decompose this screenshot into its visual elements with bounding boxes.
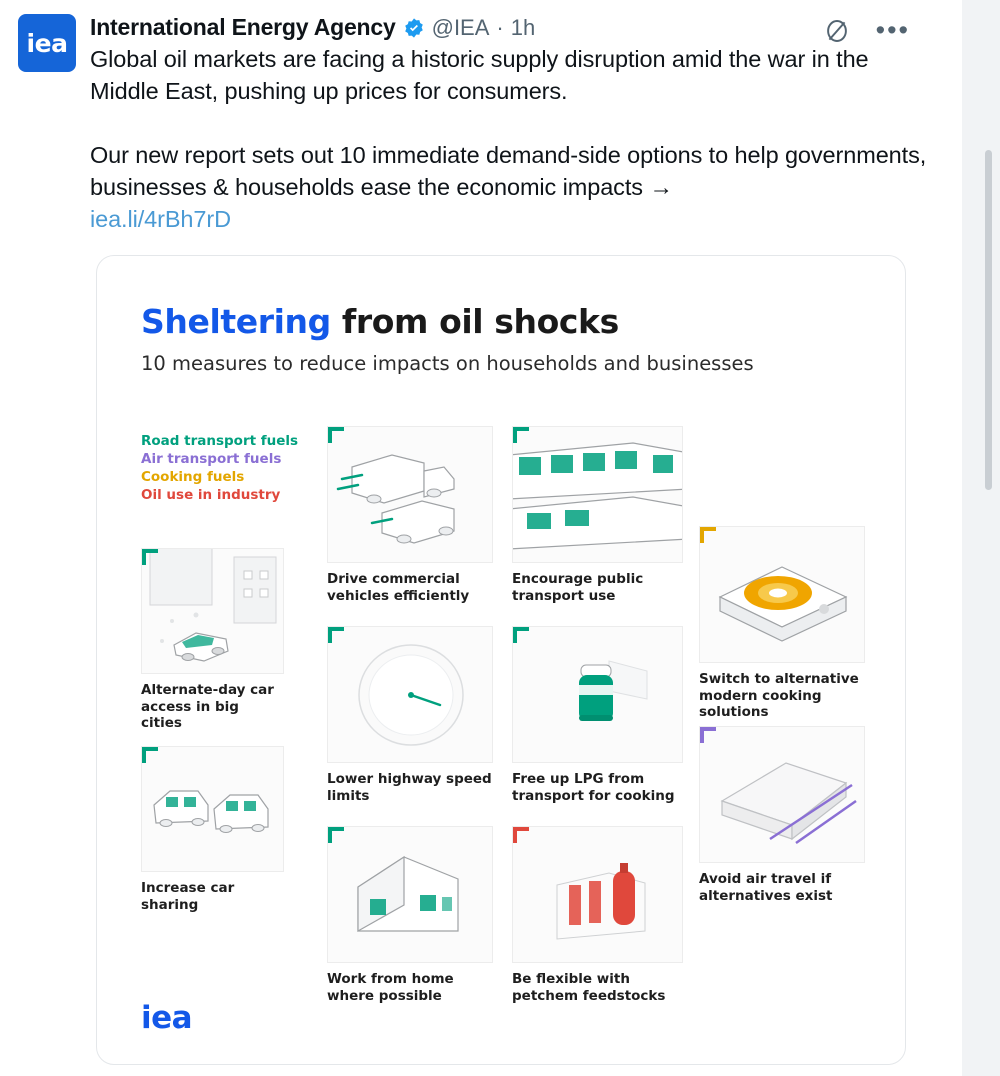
measure-caption: Avoid air travel if alternatives exist bbox=[699, 871, 833, 904]
category-corner-marker bbox=[700, 527, 716, 531]
more-options-icon[interactable]: ••• bbox=[875, 15, 910, 46]
speedometer-icon bbox=[328, 627, 493, 763]
infographic-subtitle: 10 measures to reduce impacts on households and businesses bbox=[141, 352, 754, 375]
measure-illustration bbox=[141, 746, 284, 872]
legend-item-cooking: Cooking fuels bbox=[141, 469, 245, 485]
category-corner-marker bbox=[328, 627, 344, 631]
legend-item-air: Air transport fuels bbox=[141, 451, 282, 467]
measure-caption: Work from home where possible bbox=[327, 971, 454, 1004]
separator: · bbox=[496, 14, 504, 40]
car-in-city-icon bbox=[142, 549, 284, 674]
measure-illustration bbox=[512, 826, 683, 963]
post-paragraph-2: Our new report sets out 10 immediate demand-side options to help governments, businesses & households ease the economic impacts → bbox=[90, 142, 927, 200]
measure-illustration bbox=[327, 626, 493, 763]
induction-stove-icon bbox=[700, 527, 865, 663]
post-body bbox=[90, 43, 938, 235]
measure-illustration bbox=[699, 526, 865, 663]
measure-tile[interactable] bbox=[141, 746, 284, 913]
category-corner-marker bbox=[328, 827, 344, 831]
train-icon bbox=[513, 427, 683, 563]
measure-tile[interactable] bbox=[699, 726, 865, 904]
infographic-title bbox=[141, 302, 861, 341]
author-display-name[interactable]: International Energy Agency bbox=[90, 14, 396, 40]
post-link[interactable]: iea.li/4rBh7rD bbox=[90, 206, 231, 232]
iea-logo: iea bbox=[141, 1000, 193, 1036]
measure-caption: Switch to alternative modern cooking solutions bbox=[699, 671, 859, 720]
measure-tile[interactable] bbox=[141, 548, 284, 732]
measure-caption: Alternate-day car access in big cities bbox=[141, 682, 274, 731]
circle-slash-icon[interactable] bbox=[824, 18, 850, 44]
measure-illustration bbox=[699, 726, 865, 863]
scrollbar-thumb[interactable] bbox=[985, 150, 992, 490]
category-corner-marker bbox=[700, 727, 716, 731]
legend-item-industry: Oil use in industry bbox=[141, 487, 281, 503]
scrollbar-gutter bbox=[962, 0, 1000, 1076]
timestamp[interactable]: 1h bbox=[510, 14, 536, 40]
measures-grid bbox=[141, 426, 881, 1026]
measure-caption: Lower highway speed limits bbox=[327, 771, 492, 804]
paragraph-gap bbox=[90, 107, 938, 139]
measure-tile[interactable] bbox=[699, 526, 865, 721]
post-header bbox=[18, 14, 938, 235]
infographic-title-highlight: Sheltering bbox=[141, 302, 331, 341]
measure-tile[interactable] bbox=[327, 626, 493, 804]
lpg-cylinder-icon bbox=[513, 627, 683, 763]
measure-caption: Encourage public transport use bbox=[512, 571, 644, 604]
author-handle[interactable]: @IEA bbox=[431, 14, 490, 40]
post-header-right bbox=[90, 14, 938, 235]
category-corner-marker bbox=[142, 549, 158, 553]
measure-tile[interactable] bbox=[512, 426, 683, 604]
measure-caption: Increase car sharing bbox=[141, 880, 235, 913]
measure-illustration bbox=[512, 426, 683, 563]
two-cars-icon bbox=[142, 747, 284, 872]
measure-tile[interactable] bbox=[512, 626, 683, 804]
infographic bbox=[97, 256, 905, 1064]
category-corner-marker bbox=[513, 427, 529, 431]
measure-illustration bbox=[512, 626, 683, 763]
measure-tile[interactable] bbox=[327, 426, 493, 604]
measure-illustration bbox=[327, 426, 493, 563]
category-corner-marker bbox=[513, 827, 529, 831]
author-row bbox=[90, 14, 938, 46]
infographic-title-rest: from oil shocks bbox=[330, 302, 619, 341]
airplane-wing-icon bbox=[700, 727, 865, 863]
measure-tile[interactable] bbox=[327, 826, 493, 1004]
measure-caption: Be flexible with petchem feedstocks bbox=[512, 971, 666, 1004]
category-corner-marker bbox=[513, 627, 529, 631]
category-corner-marker bbox=[142, 747, 158, 751]
avatar[interactable]: iea bbox=[18, 14, 76, 72]
measure-illustration bbox=[141, 548, 284, 674]
legend-item-road: Road transport fuels bbox=[141, 433, 299, 449]
measure-tile[interactable] bbox=[512, 826, 683, 1004]
industry-tanks-icon bbox=[513, 827, 683, 963]
house-icon bbox=[328, 827, 493, 963]
category-corner-marker bbox=[328, 427, 344, 431]
measure-caption: Drive commercial vehicles efficiently bbox=[327, 571, 470, 604]
post-actions bbox=[824, 15, 910, 46]
post-paragraph-1: Global oil markets are facing a historic supply disruption amid the war in the Middle East, pushing up prices for consumers. bbox=[90, 46, 869, 104]
measure-illustration bbox=[327, 826, 493, 963]
verified-badge-icon bbox=[403, 17, 425, 39]
media-card[interactable] bbox=[96, 255, 906, 1065]
measure-caption: Free up LPG from transport for cooking bbox=[512, 771, 675, 804]
trucks-icon bbox=[328, 427, 493, 563]
